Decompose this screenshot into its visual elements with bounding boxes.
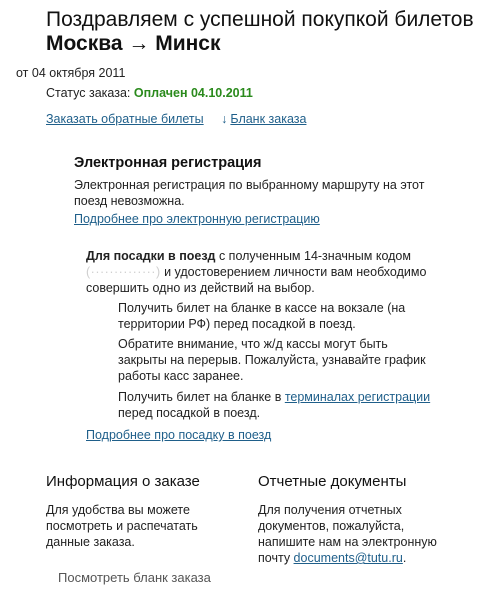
- return-tickets-link[interactable]: Заказать обратные билеты: [46, 112, 204, 126]
- e-registration-title: Электронная регистрация: [74, 155, 262, 171]
- documents-text-before: Для получения отчетных документов, пожалуйста, напишите нам на электронную почту: [258, 503, 437, 565]
- boarding-lead-bold: Для посадки в поезд: [86, 249, 216, 263]
- boarding-lead-rest: с полученным 14-значным кодом: [215, 249, 411, 263]
- boarding-instructions: [86, 248, 431, 296]
- order-status: [46, 86, 253, 100]
- documents-text: [258, 502, 458, 566]
- status-label: Статус заказа:: [46, 86, 131, 100]
- documents-text-after: .: [402, 551, 407, 565]
- e-registration-more-link-wrap: [74, 212, 320, 226]
- order-date: от 04 октября 2011: [16, 66, 126, 80]
- terminals-link[interactable]: терминалах регистрации: [284, 390, 431, 404]
- terminal-text-after: перед посадкой в поезд.: [118, 406, 261, 420]
- boarding-more-link-wrap: [86, 428, 271, 442]
- order-info-text: Для удобства вы можете посмотреть и распечатать данные заказа.: [46, 503, 198, 549]
- e-registration-more-link[interactable]: Подробнее про электронную регистрацию: [74, 212, 320, 226]
- boarding-option-station: Получить билет на бланке в кассе на вокзале (на территории РФ) перед посадкой в поезд.: [118, 301, 406, 331]
- documents-email-link[interactable]: documents@tutu.ru: [293, 551, 403, 565]
- download-arrow-icon: ↓: [221, 112, 228, 126]
- boarding-lead-tail: и удостоверением личности вам необходимо совершить одно из действий на выбор.: [86, 265, 427, 295]
- view-order-blank-button[interactable]: Посмотреть бланк заказа: [58, 570, 211, 585]
- ticket-code-masked: (··············): [86, 265, 161, 279]
- order-info-title: Информация о заказе: [46, 473, 200, 490]
- documents-title: Отчетные документы: [258, 473, 407, 490]
- boarding-more-link[interactable]: Подробнее про посадку в поезд: [86, 428, 272, 442]
- boarding-option-note: Обратите внимание, что ж/д кассы могут быть закрыты на перерыв. Пожалуйста, узнавайте график работы касс заранее.: [118, 337, 426, 383]
- route-title: Москва → Минск: [46, 32, 221, 55]
- order-form-link[interactable]: Бланк заказа: [230, 112, 307, 126]
- boarding-option-terminal: [118, 389, 438, 421]
- terminal-text-before: Получить билет на бланке в: [118, 390, 285, 404]
- order-form-link-wrap[interactable]: [221, 112, 306, 126]
- page-title: Поздравляем с успешной покупкой билетов: [46, 8, 474, 31]
- status-value: Оплачен 04.10.2011: [133, 86, 253, 100]
- order-links: [46, 112, 306, 126]
- e-registration-text: Электронная регистрация по выбранному маршруту на этот поезд невозможна.: [74, 178, 425, 208]
